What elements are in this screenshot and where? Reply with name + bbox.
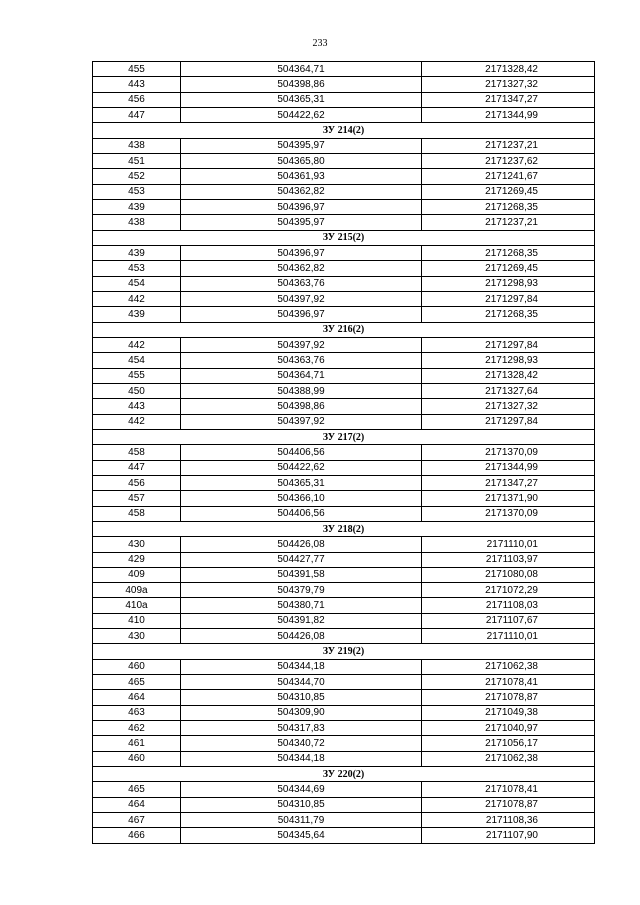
table-row [93, 169, 595, 184]
table-row [93, 659, 595, 674]
point-number-cell: 409а [93, 583, 181, 598]
section-header-row [93, 429, 595, 444]
point-number-cell: 456 [93, 92, 181, 107]
table-row [93, 276, 595, 291]
table-row [93, 813, 595, 828]
table-row [93, 399, 595, 414]
y-coordinate-cell: 2171371,90 [422, 491, 595, 506]
x-coordinate-cell: 504365,80 [181, 153, 422, 168]
section-title: ЗУ 214(2) [93, 123, 595, 138]
point-number-cell: 460 [93, 659, 181, 674]
point-number-cell: 461 [93, 736, 181, 751]
table-row [93, 537, 595, 552]
point-number-cell: 458 [93, 506, 181, 521]
table-row [93, 107, 595, 122]
y-coordinate-cell: 2171327,64 [422, 383, 595, 398]
y-coordinate-cell: 2171241,67 [422, 169, 595, 184]
x-coordinate-cell: 504340,72 [181, 736, 422, 751]
y-coordinate-cell: 2171108,03 [422, 598, 595, 613]
y-coordinate-cell: 2171237,21 [422, 138, 595, 153]
table-row [93, 414, 595, 429]
point-number-cell: 450 [93, 383, 181, 398]
x-coordinate-cell: 504391,58 [181, 567, 422, 582]
y-coordinate-cell: 2171344,99 [422, 460, 595, 475]
table-row [93, 567, 595, 582]
point-number-cell: 458 [93, 445, 181, 460]
table-row [93, 77, 595, 92]
y-coordinate-cell: 2171072,29 [422, 583, 595, 598]
y-coordinate-cell: 2171080,08 [422, 567, 595, 582]
x-coordinate-cell: 504365,31 [181, 475, 422, 490]
point-number-cell: 466 [93, 828, 181, 843]
table-row [93, 797, 595, 812]
y-coordinate-cell: 2171103,97 [422, 552, 595, 567]
table-row [93, 383, 595, 398]
x-coordinate-cell: 504397,92 [181, 291, 422, 306]
x-coordinate-cell: 504397,92 [181, 414, 422, 429]
y-coordinate-cell: 2171269,45 [422, 261, 595, 276]
section-title: ЗУ 218(2) [93, 521, 595, 536]
table-row [93, 491, 595, 506]
table-row [93, 337, 595, 352]
point-number-cell: 453 [93, 261, 181, 276]
point-number-cell: 451 [93, 153, 181, 168]
table-row [93, 721, 595, 736]
point-number-cell: 454 [93, 276, 181, 291]
x-coordinate-cell: 504362,82 [181, 184, 422, 199]
point-number-cell: 452 [93, 169, 181, 184]
x-coordinate-cell: 504344,18 [181, 751, 422, 766]
y-coordinate-cell: 2171108,36 [422, 813, 595, 828]
point-number-cell: 439 [93, 307, 181, 322]
point-number-cell: 430 [93, 629, 181, 644]
point-number-cell: 442 [93, 291, 181, 306]
table-row [93, 184, 595, 199]
y-coordinate-cell: 2171110,01 [422, 629, 595, 644]
y-coordinate-cell: 2171297,84 [422, 337, 595, 352]
x-coordinate-cell: 504406,56 [181, 506, 422, 521]
y-coordinate-cell: 2171062,38 [422, 751, 595, 766]
point-number-cell: 455 [93, 62, 181, 77]
x-coordinate-cell: 504396,97 [181, 307, 422, 322]
y-coordinate-cell: 2171298,93 [422, 353, 595, 368]
x-coordinate-cell: 504363,76 [181, 353, 422, 368]
x-coordinate-cell: 504344,69 [181, 782, 422, 797]
table-row [93, 782, 595, 797]
x-coordinate-cell: 504364,71 [181, 62, 422, 77]
y-coordinate-cell: 2171370,09 [422, 506, 595, 521]
y-coordinate-cell: 2171237,21 [422, 215, 595, 230]
x-coordinate-cell: 504364,71 [181, 368, 422, 383]
x-coordinate-cell: 504422,62 [181, 107, 422, 122]
table-row [93, 307, 595, 322]
x-coordinate-cell: 504398,86 [181, 399, 422, 414]
point-number-cell: 465 [93, 675, 181, 690]
x-coordinate-cell: 504396,97 [181, 199, 422, 214]
x-coordinate-cell: 504345,64 [181, 828, 422, 843]
x-coordinate-cell: 504388,99 [181, 383, 422, 398]
y-coordinate-cell: 2171107,90 [422, 828, 595, 843]
y-coordinate-cell: 2171078,41 [422, 675, 595, 690]
y-coordinate-cell: 2171078,87 [422, 690, 595, 705]
table-row [93, 445, 595, 460]
x-coordinate-cell: 504366,10 [181, 491, 422, 506]
y-coordinate-cell: 2171268,35 [422, 307, 595, 322]
x-coordinate-cell: 504311,79 [181, 813, 422, 828]
x-coordinate-cell: 504406,56 [181, 445, 422, 460]
section-title: ЗУ 219(2) [93, 644, 595, 659]
table-row [93, 552, 595, 567]
table-row [93, 291, 595, 306]
table-row [93, 613, 595, 628]
x-coordinate-cell: 504396,97 [181, 245, 422, 260]
y-coordinate-cell: 2171297,84 [422, 291, 595, 306]
y-coordinate-cell: 2171328,42 [422, 62, 595, 77]
page-number: 233 [312, 38, 328, 49]
point-number-cell: 455 [93, 368, 181, 383]
section-title: ЗУ 215(2) [93, 230, 595, 245]
table-row [93, 138, 595, 153]
y-coordinate-cell: 2171237,62 [422, 153, 595, 168]
point-number-cell: 442 [93, 414, 181, 429]
table-row [93, 215, 595, 230]
table-row [93, 261, 595, 276]
x-coordinate-cell: 504426,08 [181, 537, 422, 552]
table-row [93, 506, 595, 521]
point-number-cell: 463 [93, 705, 181, 720]
point-number-cell: 447 [93, 107, 181, 122]
x-coordinate-cell: 504344,18 [181, 659, 422, 674]
y-coordinate-cell: 2171268,35 [422, 199, 595, 214]
y-coordinate-cell: 2171370,09 [422, 445, 595, 460]
point-number-cell: 460 [93, 751, 181, 766]
point-number-cell: 430 [93, 537, 181, 552]
y-coordinate-cell: 2171049,38 [422, 705, 595, 720]
x-coordinate-cell: 504379,79 [181, 583, 422, 598]
point-number-cell: 467 [93, 813, 181, 828]
point-number-cell: 438 [93, 215, 181, 230]
x-coordinate-cell: 504380,71 [181, 598, 422, 613]
y-coordinate-cell: 2171347,27 [422, 475, 595, 490]
point-number-cell: 410 [93, 613, 181, 628]
x-coordinate-cell: 504427,77 [181, 552, 422, 567]
x-coordinate-cell: 504395,97 [181, 215, 422, 230]
y-coordinate-cell: 2171297,84 [422, 414, 595, 429]
point-number-cell: 438 [93, 138, 181, 153]
table-row [93, 62, 595, 77]
table-row [93, 460, 595, 475]
table-row [93, 629, 595, 644]
y-coordinate-cell: 2171298,93 [422, 276, 595, 291]
point-number-cell: 429 [93, 552, 181, 567]
y-coordinate-cell: 2171040,97 [422, 721, 595, 736]
point-number-cell: 457 [93, 491, 181, 506]
table-row [93, 598, 595, 613]
x-coordinate-cell: 504309,90 [181, 705, 422, 720]
x-coordinate-cell: 504317,83 [181, 721, 422, 736]
point-number-cell: 439 [93, 199, 181, 214]
point-number-cell: 456 [93, 475, 181, 490]
point-number-cell: 442 [93, 337, 181, 352]
point-number-cell: 464 [93, 690, 181, 705]
x-coordinate-cell: 504310,85 [181, 797, 422, 812]
x-coordinate-cell: 504426,08 [181, 629, 422, 644]
table-row [93, 475, 595, 490]
point-number-cell: 462 [93, 721, 181, 736]
point-number-cell: 454 [93, 353, 181, 368]
y-coordinate-cell: 2171328,42 [422, 368, 595, 383]
coordinates-table [92, 61, 595, 844]
table-row [93, 705, 595, 720]
point-number-cell: 464 [93, 797, 181, 812]
table-row [93, 353, 595, 368]
y-coordinate-cell: 2171078,87 [422, 797, 595, 812]
y-coordinate-cell: 2171269,45 [422, 184, 595, 199]
x-coordinate-cell: 504395,97 [181, 138, 422, 153]
point-number-cell: 465 [93, 782, 181, 797]
y-coordinate-cell: 2171062,38 [422, 659, 595, 674]
section-header-row [93, 230, 595, 245]
section-title: ЗУ 220(2) [93, 767, 595, 782]
section-header-row [93, 644, 595, 659]
table-row [93, 583, 595, 598]
point-number-cell: 439 [93, 245, 181, 260]
x-coordinate-cell: 504365,31 [181, 92, 422, 107]
point-number-cell: 453 [93, 184, 181, 199]
table-row [93, 92, 595, 107]
section-header-row [93, 322, 595, 337]
y-coordinate-cell: 2171107,67 [422, 613, 595, 628]
y-coordinate-cell: 2171056,17 [422, 736, 595, 751]
point-number-cell: 443 [93, 399, 181, 414]
x-coordinate-cell: 504422,62 [181, 460, 422, 475]
point-number-cell: 447 [93, 460, 181, 475]
y-coordinate-cell: 2171347,27 [422, 92, 595, 107]
y-coordinate-cell: 2171268,35 [422, 245, 595, 260]
x-coordinate-cell: 504398,86 [181, 77, 422, 92]
table-row [93, 245, 595, 260]
point-number-cell: 410а [93, 598, 181, 613]
y-coordinate-cell: 2171327,32 [422, 77, 595, 92]
y-coordinate-cell: 2171327,32 [422, 399, 595, 414]
point-number-cell: 443 [93, 77, 181, 92]
coordinates-table-body [93, 62, 595, 844]
table-row [93, 736, 595, 751]
table-row [93, 675, 595, 690]
x-coordinate-cell: 504391,82 [181, 613, 422, 628]
section-title: ЗУ 217(2) [93, 429, 595, 444]
table-row [93, 199, 595, 214]
x-coordinate-cell: 504310,85 [181, 690, 422, 705]
y-coordinate-cell: 2171078,41 [422, 782, 595, 797]
y-coordinate-cell: 2171344,99 [422, 107, 595, 122]
table-row [93, 690, 595, 705]
x-coordinate-cell: 504362,82 [181, 261, 422, 276]
table-row [93, 153, 595, 168]
section-header-row [93, 521, 595, 536]
x-coordinate-cell: 504397,92 [181, 337, 422, 352]
x-coordinate-cell: 504344,70 [181, 675, 422, 690]
section-header-row [93, 767, 595, 782]
table-row [93, 828, 595, 843]
table-row [93, 751, 595, 766]
x-coordinate-cell: 504363,76 [181, 276, 422, 291]
x-coordinate-cell: 504361,93 [181, 169, 422, 184]
table-row [93, 368, 595, 383]
point-number-cell: 409 [93, 567, 181, 582]
section-header-row [93, 123, 595, 138]
section-title: ЗУ 216(2) [93, 322, 595, 337]
y-coordinate-cell: 2171110,01 [422, 537, 595, 552]
